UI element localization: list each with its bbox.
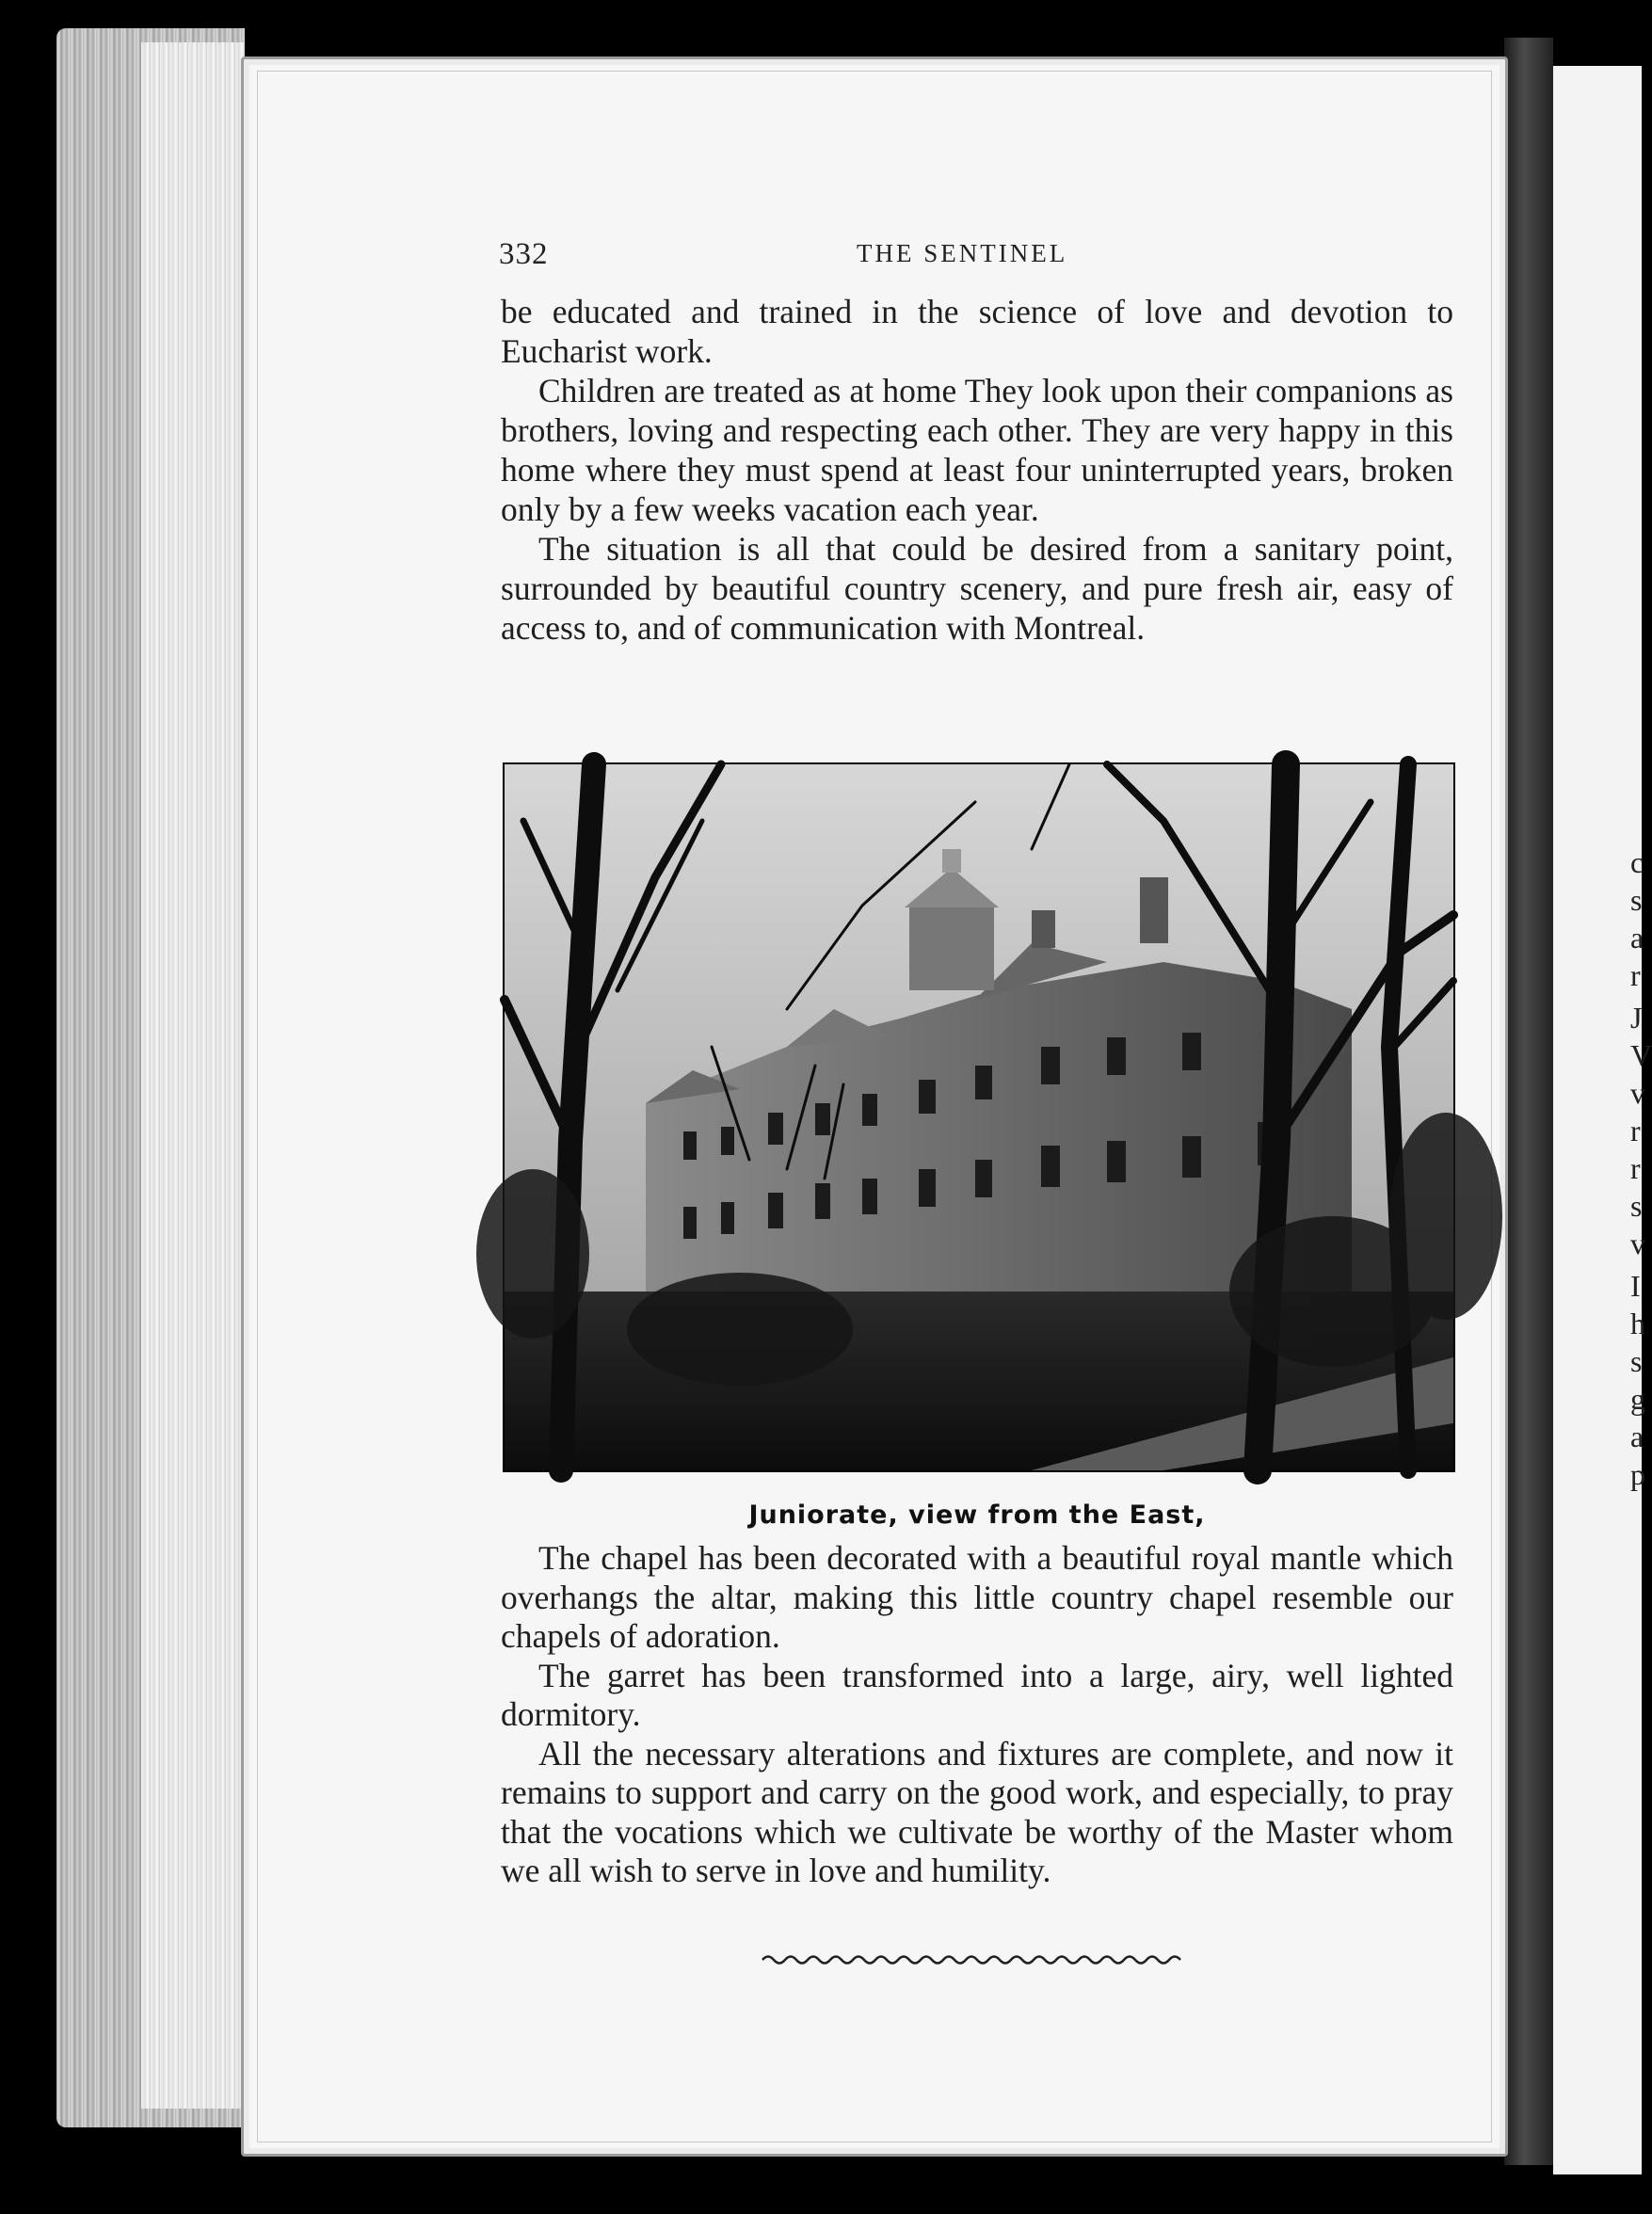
facing-page [1553,66,1652,2174]
facing-fragment: r [1630,1151,1641,1185]
page-number: 332 [499,237,549,271]
facing-fragment: v [1630,1076,1645,1110]
facing-fragment: J [1630,1001,1643,1035]
paragraph: be educated and trained in the science of love and devotion to Eucharist work. [501,293,1453,370]
photo-caption: Juniorate, view from the East, [748,1500,1206,1530]
book-page-edges-inner [141,42,245,2109]
facing-fragment: V [1630,1038,1652,1072]
facing-fragment: a [1630,921,1644,955]
facing-fragment: s [1630,883,1643,917]
facing-fragment: p [1630,1457,1645,1491]
paragraph: The situation is all that could be desired from a sanitary point, surrounded by beautiful country scenery, and pure fresh air, easy of access to, and of communication with Montreal. [501,530,1453,647]
facing-fragment: s [1630,1344,1643,1378]
facing-fragment: h [1630,1307,1645,1340]
top-text-block [501,292,1453,648]
page-header [499,237,1450,275]
paragraph: The garret has been transformed into a large, airy, well lighted dormitory. [501,1656,1453,1733]
bottom-text-block [501,1539,1453,1891]
wavy-ornament-divider [762,1950,1186,1969]
juniorate-photo [503,762,1455,1472]
building-photo-illustration [505,764,1453,1470]
facing-fragment: I [1630,1269,1641,1303]
paragraph: The chapel has been decorated with a beautiful royal mantle which overhangs the altar, making this little country chapel resemble our chapels of adoration. [501,1539,1453,1655]
facing-fragment: g [1630,1382,1645,1416]
facing-fragment: r [1630,958,1641,992]
facing-fragment: v [1630,1227,1645,1260]
facing-fragment: s [1630,1189,1643,1223]
running-title: THE SENTINEL [857,239,1068,267]
book-gutter [1504,38,1553,2165]
paragraph: All the necessary alterations and fixtures are complete, and now it remains to support and carry on the good work, and especially, to pray that the vocations which we cultivate be worthy of the Master whom we all wish to serve in love and humility. [501,1734,1453,1889]
facing-fragment: a [1630,1420,1644,1453]
facing-fragment: r [1630,1114,1641,1147]
paragraph: Children are treated as at home They look upon their companions as brothers, loving and respecting each other. They are very happy in this home where they must spend at least four uninterrupted years, broken only by a few weeks vacation each year. [501,372,1453,528]
facing-fragment: c [1630,845,1644,879]
